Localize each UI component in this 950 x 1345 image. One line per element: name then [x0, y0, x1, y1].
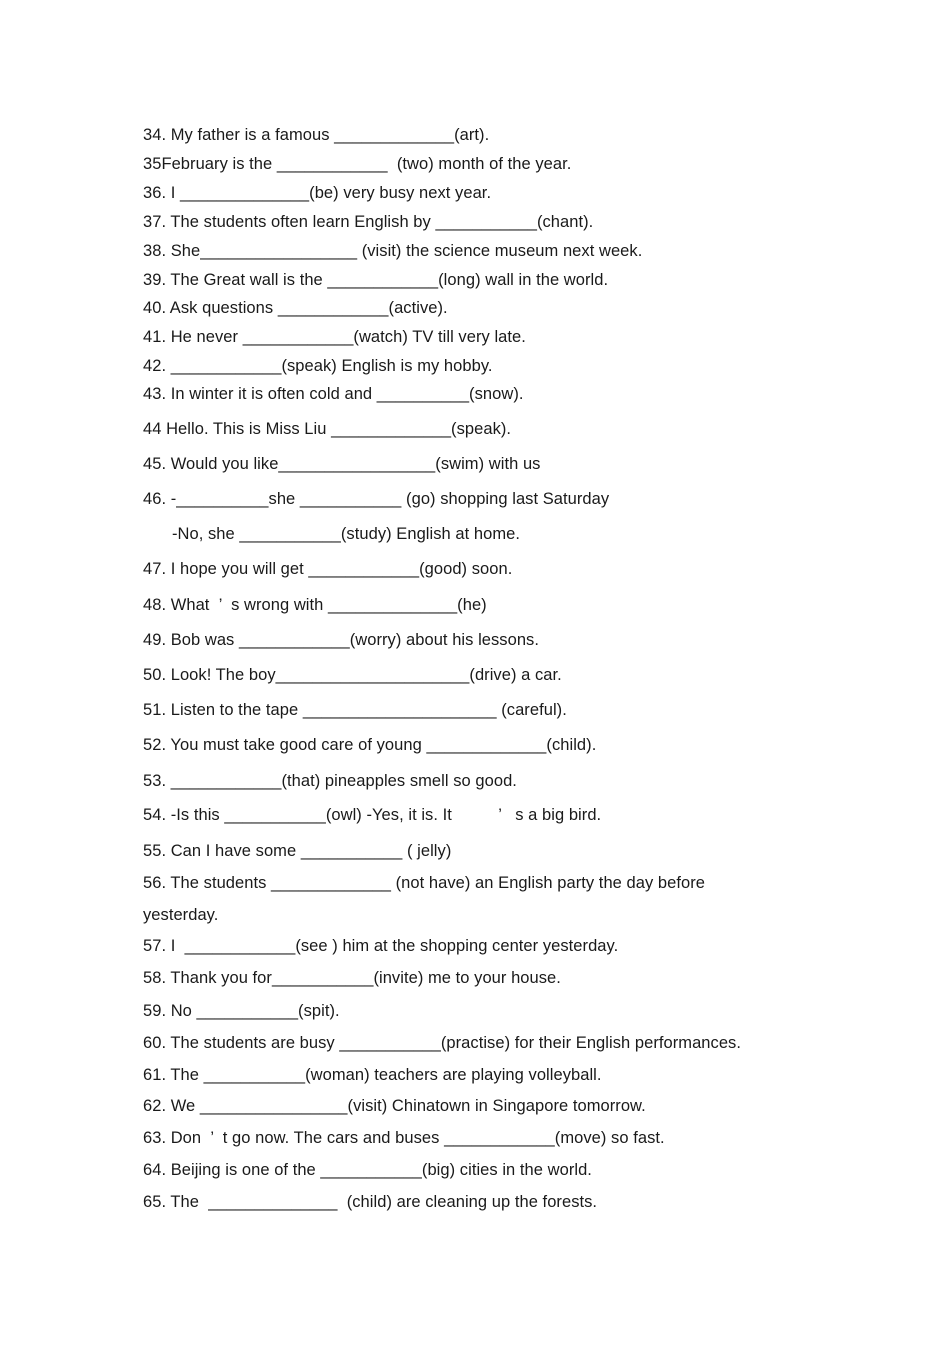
- question-51: 51. Listen to the tape _____________________ (careful).: [143, 701, 567, 719]
- question-50: 50. Look! The boy_____________________(drive) a car.: [143, 666, 562, 684]
- question-35: 35February is the ____________ (two) month of the year.: [143, 155, 572, 173]
- question-54: 54. -Is this ___________(owl) -Yes, it is. It ’ s a big bird.: [143, 806, 602, 824]
- question-43: 43. In winter it is often cold and __________(snow).: [143, 385, 524, 403]
- question-65: 65. The ______________ (child) are cleaning up the forests.: [143, 1193, 598, 1211]
- question-42: 42. ____________(speak) English is my hobby.: [143, 357, 493, 375]
- question-40: 40. Ask questions ____________(active).: [143, 299, 448, 317]
- question-34: 34. My father is a famous _____________(art).: [143, 126, 490, 144]
- question-60: 60. The students are busy ___________(practise) for their English performances.: [143, 1034, 741, 1052]
- question-63: 63. Don ’ t go now. The cars and buses ____________(move) so fast.: [143, 1129, 665, 1147]
- question-38: 38. She_________________ (visit) the science museum next week.: [143, 242, 643, 260]
- question-55: 55. Can I have some ___________ ( jelly): [143, 842, 452, 860]
- question-58: 58. Thank you for___________(invite) me to your house.: [143, 969, 561, 987]
- question-46: 46. -__________she ___________ (go) shopping last Saturday: [143, 490, 610, 508]
- question-56: 56. The students _____________ (not have) an English party the day before: [143, 874, 705, 892]
- question-57: 57. I ____________(see ) him at the shopping center yesterday.: [143, 937, 619, 955]
- question-48: 48. What ’ s wrong with ______________(he): [143, 596, 487, 614]
- question-49: 49. Bob was ____________(worry) about his lessons.: [143, 631, 539, 649]
- question-45: 45. Would you like_________________(swim) with us: [143, 455, 541, 473]
- question-39: 39. The Great wall is the ____________(long) wall in the world.: [143, 271, 609, 289]
- question-37: 37. The students often learn English by ___________(chant).: [143, 213, 594, 231]
- question-41: 41. He never ____________(watch) TV till very late.: [143, 328, 526, 346]
- question-64: 64. Beijing is one of the ___________(big) cities in the world.: [143, 1161, 592, 1179]
- question-59: 59. No ___________(spit).: [143, 1002, 340, 1020]
- question-44: 44 Hello. This is Miss Liu _____________(speak).: [143, 420, 512, 438]
- question-47: 47. I hope you will get ____________(good) soon.: [143, 560, 513, 578]
- question-52: 52. You must take good care of young _____________(child).: [143, 736, 597, 754]
- question-36: 36. I ______________(be) very busy next year.: [143, 184, 492, 202]
- question-61: 61. The ___________(woman) teachers are playing volleyball.: [143, 1066, 602, 1084]
- question-53: 53. ____________(that) pineapples smell so good.: [143, 772, 517, 790]
- question-46-answer: -No, she ___________(study) English at home.: [172, 525, 520, 543]
- question-56-continued: yesterday.: [143, 906, 219, 924]
- question-62: 62. We ________________(visit) Chinatown in Singapore tomorrow.: [143, 1097, 646, 1115]
